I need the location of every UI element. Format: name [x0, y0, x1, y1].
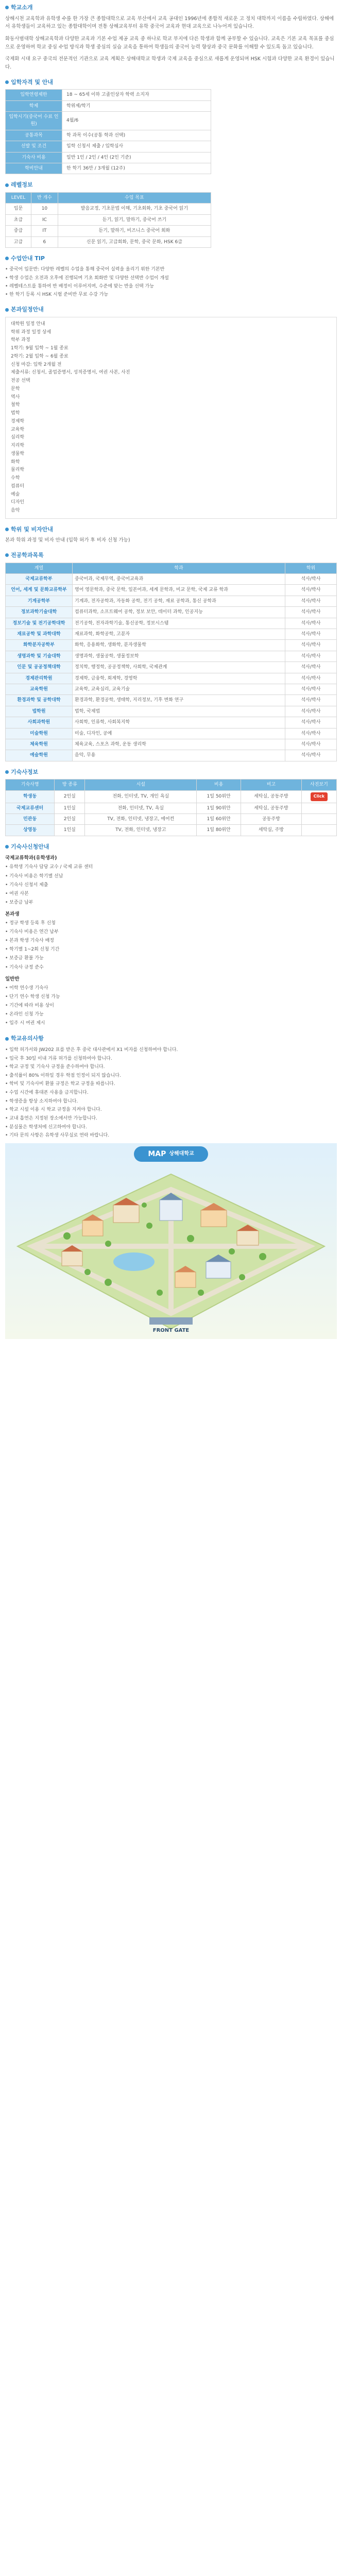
notice-item: • 학생증을 항상 소지하여야 합니다. — [5, 1098, 78, 1104]
guide-sub-heading-2: 본과생 — [5, 911, 20, 917]
major-category: 미술학원 — [6, 728, 73, 739]
tip-item: • 학생 수업은 오전과 오후에 진행되며 기초 회화반 및 다양한 선택반 수업이 개설 — [5, 275, 169, 281]
major-category: 화학분자공학부 — [6, 640, 73, 651]
intro-heading: 학교소개 — [5, 3, 337, 12]
tip-item: • 레벨테스트를 통하여 반 배정이 이루어지며, 수준에 맞는 반을 선택 가능 — [5, 283, 154, 289]
info-row — [6, 130, 211, 141]
notice-item: • 학비 및 기숙사비 환불 규정은 학교 규정을 따릅니다. — [5, 1081, 115, 1087]
dorm-facility: 전화, 인터넷, TV, 욕실 — [85, 803, 197, 814]
degree-visa-heading: 학위 및 비자안내 — [5, 525, 337, 534]
curriculum-line: 학위 과정 일정 상세 — [11, 329, 52, 335]
major-row — [6, 728, 337, 739]
curriculum-line: 역사 — [11, 394, 20, 400]
info-value: 일반 1인 / 2인 / 4인 (2인 기준) — [62, 152, 211, 163]
dorm-facility: TV, 전화, 인터넷, 냉장고 — [85, 825, 197, 836]
major-degree: 석사/박사 — [285, 574, 337, 585]
dorm-room-type: 2인실 — [55, 814, 85, 824]
notice-item: • 출석률이 80% 이하일 경우 학점 인정이 되지 않습니다. — [5, 1073, 121, 1078]
major-row — [6, 695, 337, 706]
dorm-name: 국제교류센터 — [6, 803, 55, 814]
major-row — [6, 629, 337, 640]
guide-item: • 입주 시 여권 제시 — [5, 1021, 45, 1026]
info-key: 학비안내 — [6, 163, 62, 174]
major-names: 컴퓨터과학, 소프트웨어 공학, 정보 보안, 데이터 과학, 인공지능 — [73, 607, 285, 618]
level-cell: 신문 읽기, 고급회화, 문학, 중국 문화, HSK 6급 — [58, 236, 211, 247]
photo-click-button[interactable]: Click — [311, 792, 328, 801]
major-row — [6, 750, 337, 761]
level-cell: IT — [31, 226, 58, 236]
dorm-name: 상영동 — [6, 825, 55, 836]
bullet-icon — [5, 80, 9, 84]
bullet-icon — [5, 553, 9, 557]
major-header-cell: 학위 — [285, 563, 337, 573]
major-row — [6, 618, 337, 629]
intro-paragraph-1: 상해시천 교육학과 유학생 수를 한 가장 큰 종합대학으로 교육 부산에서 교육 공대인 1996년에 종합적 새로운 고 정치 대학까지 이름을 수립하였다. 상해에서 유학생들이 교육하고 있는 종합대학이며 전통 상해교육부터 유학 중국어 교육과 현대 교육으로 나누어져 있습니다. — [5, 15, 334, 30]
tips-section — [5, 254, 337, 299]
dorm-row — [6, 790, 337, 803]
level-row — [6, 226, 211, 236]
guide-item: • 기숙사 규정 준수 — [5, 964, 44, 970]
major-heading: 전공학과목록 — [5, 551, 337, 560]
curriculum-section — [5, 305, 337, 519]
major-category: 국제교류학부 — [6, 574, 73, 585]
major-names: 음악, 무용 — [73, 750, 285, 761]
info-row — [6, 112, 211, 130]
info-row — [6, 100, 211, 111]
curriculum-box — [5, 317, 337, 519]
dorm-row — [6, 825, 337, 836]
level-cell: 6 — [31, 236, 58, 247]
major-row — [6, 706, 337, 717]
campus-map-illustration — [5, 1143, 337, 1339]
curriculum-line: 디자인 — [11, 500, 25, 505]
bullet-icon — [5, 770, 9, 774]
dorm-header-cell: 비용 — [197, 779, 241, 790]
curriculum-heading: 본과일정안내 — [5, 305, 337, 314]
major-names: 사회학, 인류학, 사회복지학 — [73, 717, 285, 728]
front-gate-label: FRONT GATE — [152, 1327, 190, 1333]
info-value: 입학 신청서 제출 / 입학심사 — [62, 141, 211, 152]
major-row — [6, 717, 337, 728]
major-category: 경제관리학원 — [6, 673, 73, 684]
major-degree: 석사/박사 — [285, 695, 337, 706]
dorm-facility: 전화, 인터넷, TV, 개인 욕실 — [85, 790, 197, 803]
dorm-room-type: 1인실 — [55, 825, 85, 836]
guide-list-2 — [5, 919, 337, 972]
major-degree: 석사/박사 — [285, 728, 337, 739]
level-table — [5, 192, 211, 248]
dorm-header-row — [6, 779, 337, 790]
info-value: 학위제/학기 — [62, 100, 211, 111]
major-degree: 석사/박사 — [285, 640, 337, 651]
dorm-fee: 1일 90위안 — [197, 803, 241, 814]
level-cell: 초급 — [6, 214, 31, 225]
intro-paragraph-3: 국제화 시대 요구 중국의 전문적인 기관으로 교육 계획은 상해대학교 학생과 국제 교육을 중심으로 새롭게 운영되며 HSK 시험과 다양한 교육 환경이 있습니다. — [5, 56, 335, 70]
dorm-header-cell: 시설 — [85, 779, 197, 790]
dorm-room-type: 2인실 — [55, 790, 85, 803]
major-names: 경제학, 금융학, 회계학, 경영학 — [73, 673, 285, 684]
map-title: MAP 상해대학교 — [148, 1149, 194, 1158]
level-header-cell: LEVEL — [6, 192, 31, 203]
dorm-header-cell: 기숙사명 — [6, 779, 55, 790]
major-row — [6, 662, 337, 673]
major-category: 기계공학부 — [6, 596, 73, 606]
info-key: 입학시기(중국어 수료 인원) — [6, 112, 62, 130]
curriculum-line: 화학 — [11, 459, 20, 465]
major-category: 체육학원 — [6, 739, 73, 750]
major-row — [6, 673, 337, 684]
info-key: 입학연령제한 — [6, 90, 62, 100]
info-table — [5, 89, 211, 174]
curriculum-line: 제출서류: 신청서, 졸업증명서, 성적증명서, 여권 사본, 사진 — [11, 370, 130, 376]
level-row — [6, 204, 211, 214]
major-names: 재료과학, 화학공학, 고분자 — [73, 629, 285, 640]
dorm-fee: 1일 50위안 — [197, 790, 241, 803]
level-cell: 발음교정, 기초문법 이해, 기초회화, 기초 중국어 읽기 — [58, 204, 211, 214]
major-header-row — [6, 563, 337, 573]
major-degree: 석사/박사 — [285, 607, 337, 618]
dorm-section — [5, 768, 337, 836]
major-names: 미술, 디자인, 공예 — [73, 728, 285, 739]
dorm-header-cell: 방 종류 — [55, 779, 85, 790]
info-row — [6, 90, 211, 100]
major-category: 재료공학 및 과학대학 — [6, 629, 73, 640]
notice-item: • 수업 시간에 휴대폰 사용을 금지합니다. — [5, 1090, 89, 1096]
curriculum-line: 심리학 — [11, 435, 25, 440]
major-category: 교육학원 — [6, 684, 73, 694]
major-degree: 석사/박사 — [285, 651, 337, 662]
major-degree: 석사/박사 — [285, 739, 337, 750]
curriculum-line: 경제학 — [11, 418, 25, 424]
dorm-photo-cell — [301, 825, 336, 836]
notice-item: • 학교 규정 및 기숙사 규정을 준수하여야 합니다. — [5, 1064, 105, 1070]
info-value: 학 과목 이수(공통 학과 선택) — [62, 130, 211, 141]
dorm-photo-cell — [301, 814, 336, 824]
curriculum-line: 수학 — [11, 476, 20, 481]
curriculum-line: 2학기: 2월 입학 ~ 6월 종료 — [11, 353, 69, 359]
major-category: 법학원 — [6, 706, 73, 717]
major-category: 예술학원 — [6, 750, 73, 761]
level-heading: 레벨정보 — [5, 180, 337, 190]
major-degree: 석사/박사 — [285, 596, 337, 606]
notice-heading: 학교유의사항 — [5, 1034, 337, 1043]
info-key: 학제 — [6, 100, 62, 111]
curriculum-line: 물리학 — [11, 467, 25, 473]
major-row — [6, 684, 337, 694]
major-table — [5, 563, 337, 761]
curriculum-line: 법학 — [11, 411, 20, 416]
major-degree: 석사/박사 — [285, 706, 337, 717]
guide-item: • 보증금 납부 — [5, 900, 33, 905]
major-names: 기계과, 전자공학과, 자동화 공학, 전기 공학, 재료 공학과, 통신 공학과 — [73, 596, 285, 606]
major-names: 정치학, 행정학, 공공정책학, 사회학, 국제관계 — [73, 662, 285, 673]
notice-item: • 기타 문의 사항은 유학생 사무실로 연락 바랍니다. — [5, 1133, 110, 1139]
level-cell: 고급 — [6, 236, 31, 247]
level-row — [6, 214, 211, 225]
dorm-note: 세탁실, 주방 — [241, 825, 302, 836]
info-key: 기숙사 비용 — [6, 152, 62, 163]
notice-item: • 입국 후 30일 이내 거류 허가를 신청하여야 합니다. — [5, 1056, 112, 1061]
major-row — [6, 607, 337, 618]
notice-item: • 학교 시설 이용 시 학교 규정을 지켜야 합니다. — [5, 1107, 102, 1113]
notice-item: • 입학 허가서와 JW202 표를 받은 후 중국 대사관에서 X1 비자를 신청하여야 합니다. — [5, 1047, 178, 1053]
bullet-icon — [5, 1037, 9, 1041]
curriculum-line: 문학 — [11, 386, 20, 392]
major-section — [5, 551, 337, 761]
curriculum-line: 전공 선택 — [11, 378, 30, 384]
guide-list-3 — [5, 984, 337, 1028]
major-degree: 석사/박사 — [285, 684, 337, 694]
guide-item: • 본과 학생 기숙사 배정 — [5, 938, 54, 944]
guide-heading: 기숙사신청안내 — [5, 842, 337, 852]
intro-paragraph-2: 화동사범대학 상해교육학과 다양한 교육과 기본 수업 제공 교육 중 하나로 학교 부지에 다른 학생과 함께 공부할 수 있습니다. 교육은 기본 교육 목표를 중심으로 운영하며 학교 중심 수업 방식과 학생 중심의 실습 교육을 통하여 학생들의 중국어 능력 향상과 중국 문화를 이해할 수 있도록 돕고 있습니다. — [5, 36, 334, 50]
curriculum-line: 음악 — [11, 508, 20, 514]
guide-item: • 온라인 신청 가능 — [5, 1012, 44, 1018]
major-names: 전기공학, 전자과학기술, 통신공학, 정보시스템 — [73, 618, 285, 629]
major-row — [6, 574, 337, 585]
major-names: 화학, 응용화학, 생화학, 분자생물학 — [73, 640, 285, 651]
guide-item: • 여권 사본 — [5, 891, 29, 896]
guide-item: • 학기별 1~2회 신청 기간 — [5, 947, 60, 953]
dorm-photo-cell — [301, 790, 336, 803]
guide-item: • 어학 연수생 기숙사 — [5, 985, 48, 991]
level-cell: 입문 — [6, 204, 31, 214]
curriculum-line: 지리학 — [11, 443, 25, 449]
dorm-header-cell: 사진보기 — [301, 779, 336, 790]
bullet-icon — [5, 257, 9, 260]
curriculum-line: 학부 과정 — [11, 337, 30, 343]
guide-item: • 정규 학생 등록 후 신청 — [5, 921, 56, 926]
info-row — [6, 163, 211, 174]
dorm-note: 세탁실, 공동주방 — [241, 790, 302, 803]
major-row — [6, 596, 337, 606]
major-names: 환경과학, 환경공학, 생태학, 지리정보, 기후 변화 연구 — [73, 695, 285, 706]
major-degree: 석사/박사 — [285, 662, 337, 673]
info-row — [6, 152, 211, 163]
level-header-cell: 수업 목표 — [58, 192, 211, 203]
guide-sub-heading-3: 일반반 — [5, 976, 20, 982]
major-degree: 석사/박사 — [285, 629, 337, 640]
dorm-row — [6, 803, 337, 814]
level-cell: 중급 — [6, 226, 31, 236]
dorm-name: 학생동 — [6, 790, 55, 803]
major-degree: 석사/박사 — [285, 673, 337, 684]
major-degree: 석사/박사 — [285, 750, 337, 761]
guide-item: • 기숙사 신청서 제출 — [5, 882, 48, 888]
major-row — [6, 739, 337, 750]
major-degree: 석사/박사 — [285, 618, 337, 629]
tips-list — [5, 265, 337, 299]
guide-section — [5, 842, 337, 1028]
degree-visa-text: 본과 학위 과정 및 비자 안내 (입학 허가 후 비자 신청 가능) — [5, 537, 130, 544]
guide-item: • 기숙사 비용은 연간 납부 — [5, 929, 59, 935]
dorm-header-cell: 비고 — [241, 779, 302, 790]
major-names: 중국어과, 국제무역, 중국어교육과 — [73, 574, 285, 585]
tip-item: • 한 학기 등록 시 HSK 시험 준비반 무료 수강 가능 — [5, 292, 109, 298]
dorm-fee: 1일 60위안 — [197, 814, 241, 824]
tip-item: • 중국어 입문반: 다양한 레벨의 수업을 통해 중국어 실력을 올리기 위한 기본반 — [5, 267, 165, 273]
info-value: 한 학기 36만 / 3개월 (12주) — [62, 163, 211, 174]
major-category: 환경과학 및 공학대학 — [6, 695, 73, 706]
guide-sub-heading-1: 국제교류학과(유학생과) — [5, 855, 57, 861]
bullet-icon — [5, 845, 9, 849]
info-key: 선발 및 조건 — [6, 141, 62, 152]
bullet-icon — [5, 6, 9, 9]
major-names: 체육교육, 스포츠 과학, 운동 생리학 — [73, 739, 285, 750]
dorm-heading: 기숙사정보 — [5, 768, 337, 777]
level-cell: 듣기, 말하기, 비즈니스 중국어 회화 — [58, 226, 211, 236]
curriculum-line: 생물학 — [11, 451, 25, 456]
level-header-row — [6, 192, 211, 203]
major-category: 정보기술 및 전기공학대학 — [6, 618, 73, 629]
major-category: 사회과학원 — [6, 717, 73, 728]
major-names: 생명과학, 생물공학, 생물정보학 — [73, 651, 285, 662]
guide-list-1 — [5, 863, 337, 907]
guide-item: • 보증금 환불 가능 — [5, 956, 44, 961]
major-header-cell: 학과 — [73, 563, 285, 573]
major-category: 정보과학기술대학 — [6, 607, 73, 618]
info-row — [6, 141, 211, 152]
info-value: 4월/6 — [62, 112, 211, 130]
guide-item: • 기숙사 비용은 학기별 선납 — [5, 873, 63, 879]
level-header-cell: 반 개수 — [31, 192, 58, 203]
dorm-table — [5, 779, 337, 836]
level-row — [6, 236, 211, 247]
major-names: 법학, 국제법 — [73, 706, 285, 717]
dorm-note: 공동주방 — [241, 814, 302, 824]
tips-heading: 수업안내 TIP — [5, 254, 337, 263]
major-category: 언어, 세계 및 문화교류학부 — [6, 585, 73, 596]
dorm-note: 세탁실, 공동주방 — [241, 803, 302, 814]
notice-item: • 교내 흡연은 지정된 장소에서만 가능합니다. — [5, 1116, 97, 1122]
curriculum-line: 예술 — [11, 492, 20, 497]
notice-list — [5, 1046, 337, 1140]
level-cell: 10 — [31, 204, 58, 214]
info-value: 18 ~ 65세 이하 고졸인상자 학력 소지자 — [62, 90, 211, 100]
info-heading: 입학자격 및 안내 — [5, 78, 337, 87]
info-section — [5, 78, 337, 175]
major-category: 생명과학 및 기술대학 — [6, 651, 73, 662]
dorm-fee: 1일 80위안 — [197, 825, 241, 836]
curriculum-line: 신청 마감: 입학 2개월 전 — [11, 362, 62, 367]
guide-item: • 기간에 따라 비용 상이 — [5, 1003, 54, 1009]
bullet-icon — [5, 183, 9, 187]
degree-visa-section — [5, 525, 337, 545]
curriculum-line: 1학기: 9월 입학 ~ 1월 종료 — [11, 346, 69, 351]
dorm-row — [6, 814, 337, 824]
guide-item: • 단기 연수 학생 신청 가능 — [5, 994, 60, 999]
major-degree: 석사/박사 — [285, 717, 337, 728]
bullet-icon — [5, 308, 9, 312]
guide-item: • 유학생 기숙사 담당 교수 / 국제 교류 센터 — [5, 865, 93, 870]
curriculum-line: 대학원 일정 안내 — [11, 321, 45, 327]
major-header-cell: 계열 — [6, 563, 73, 573]
level-section — [5, 180, 337, 248]
level-cell: 듣기, 읽기, 말하기, 중국어 쓰기 — [58, 214, 211, 225]
info-key: 공통과목 — [6, 130, 62, 141]
intro-section — [5, 3, 337, 72]
dorm-photo-cell — [301, 803, 336, 814]
major-names: 교육학, 교육심리, 교육기술 — [73, 684, 285, 694]
dorm-name: 민관동 — [6, 814, 55, 824]
level-cell: IC — [31, 214, 58, 225]
notice-item: • 분실물은 학생처에 신고하여야 합니다. — [5, 1124, 87, 1130]
notice-section — [5, 1034, 337, 1140]
campus-map — [5, 1143, 337, 1339]
major-category: 인문 및 공공정책대학 — [6, 662, 73, 673]
dorm-room-type: 1인실 — [55, 803, 85, 814]
major-row — [6, 640, 337, 651]
major-row — [6, 585, 337, 596]
curriculum-line: 교육학 — [11, 427, 25, 432]
bullet-icon — [5, 528, 9, 531]
major-degree: 석사/박사 — [285, 585, 337, 596]
curriculum-line: 철학 — [11, 402, 20, 408]
curriculum-line: 컴퓨터 — [11, 483, 25, 489]
major-names: 영어 영문학과, 중국 문학, 일본어과, 세계 문학과, 비교 문학, 국제 교류 학과 — [73, 585, 285, 596]
dorm-facility: TV, 전화, 인터넷, 냉장고, 에어컨 — [85, 814, 197, 824]
major-row — [6, 651, 337, 662]
